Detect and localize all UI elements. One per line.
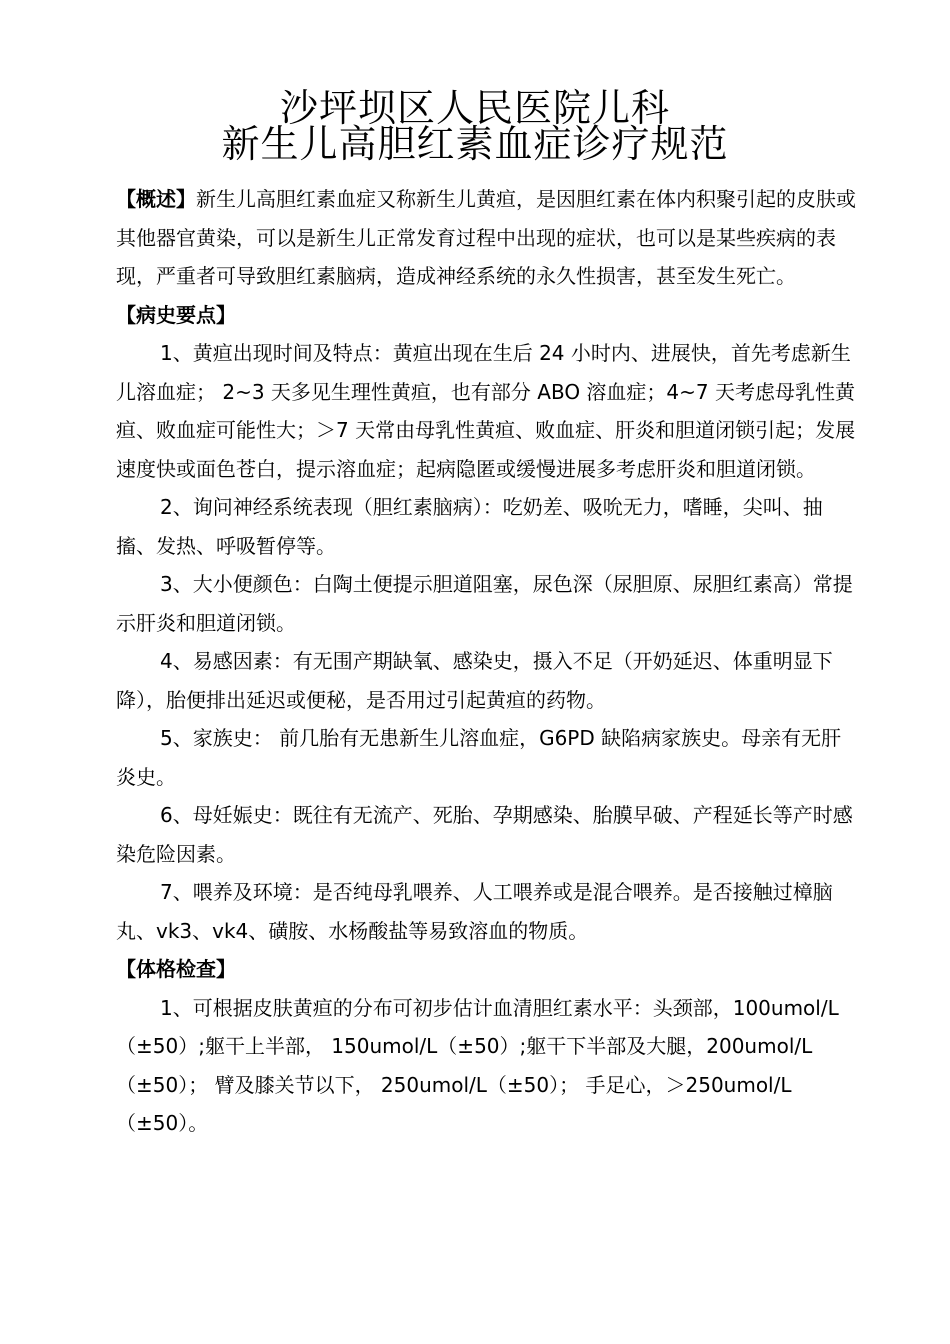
history-item-1: 1、黄疸出现时间及特点：黄疸出现在生后 24 小时内、进展快，首先考虑新生儿溶血症； 2~3 天多见生理性黄疸，也有部分 ABO 溶血症；4~7 天考虑母乳性黄疸、败血症可能性大；＞7 天常由母乳性黄疸、败血症、肝炎和胆道闭锁引起；发展速度快或面色苍白，提示溶血症；起病隐匿或缓慢进展多考虑肝炎和胆道闭锁。 [116,341,856,481]
exam-item-1: 1、可根据皮肤黄疸的分布可初步估计血清胆红素水平：头颈部，100umol/L（±50）;躯干上半部， 150umol/L（±50）;躯干下半部及大腿，200umol/L（±50）； 臂及膝关节以下， 250umol/L（±50）； 手足心，＞250umol/L（±50）。 [116,995,839,1135]
overview-paragraph [116,180,856,296]
history-item-2: 2、询问神经系统表现（胆红素脑病）：吃奶差、吸吮无力，嗜睡，尖叫、抽搐、发热、呼吸暂停等。 [116,495,823,558]
history-item-5: 5、家族史： 前几胎有无患新生儿溶血症，G6PD 缺陷病家族史。母亲有无肝炎史。 [116,726,842,789]
history-item-6: 6、母妊娠史：既往有无流产、死胎、孕期感染、胎膜早破、产程延长等产时感染危险因素。 [116,803,853,866]
history-item-7: 7、喂养及环境：是否纯母乳喂养、人工喂养或是混合喂养。是否接触过樟脑丸、vk3、vk4、磺胺、水杨酸盐等易致溶血的物质。 [116,880,833,943]
document-title-line2: 新生儿高胆红素血症诊疗规范 [221,122,729,166]
document-body [116,180,856,1143]
document-title-line1: 沙坪坝区人民医院儿科 [279,86,670,130]
history-heading: 【病史要点】 [116,302,236,327]
history-item-4: 4、易感因素：有无围产期缺氧、感染史，摄入不足（开奶延迟、体重明显下降），胎便排出延迟或便秘，是否用过引起黄疸的药物。 [116,649,833,712]
overview-label: 【概述】 [116,187,196,211]
history-item-3: 3、大小便颜色：白陶土便提示胆道阻塞，尿色深（尿胆原、尿胆红素高）常提示肝炎和胆道闭锁。 [116,572,853,635]
overview-text: 新生儿高胆红素血症又称新生儿黄疸，是因胆红素在体内积聚引起的皮肤或其他器官黄染，可以是新生儿正常发育过程中出现的症状，也可以是某些疾病的表现，严重者可导致胆红素脑病，造成神经系统的永久性损害，甚至发生死亡。 [116,187,856,288]
exam-heading: 【体格检查】 [116,957,236,981]
